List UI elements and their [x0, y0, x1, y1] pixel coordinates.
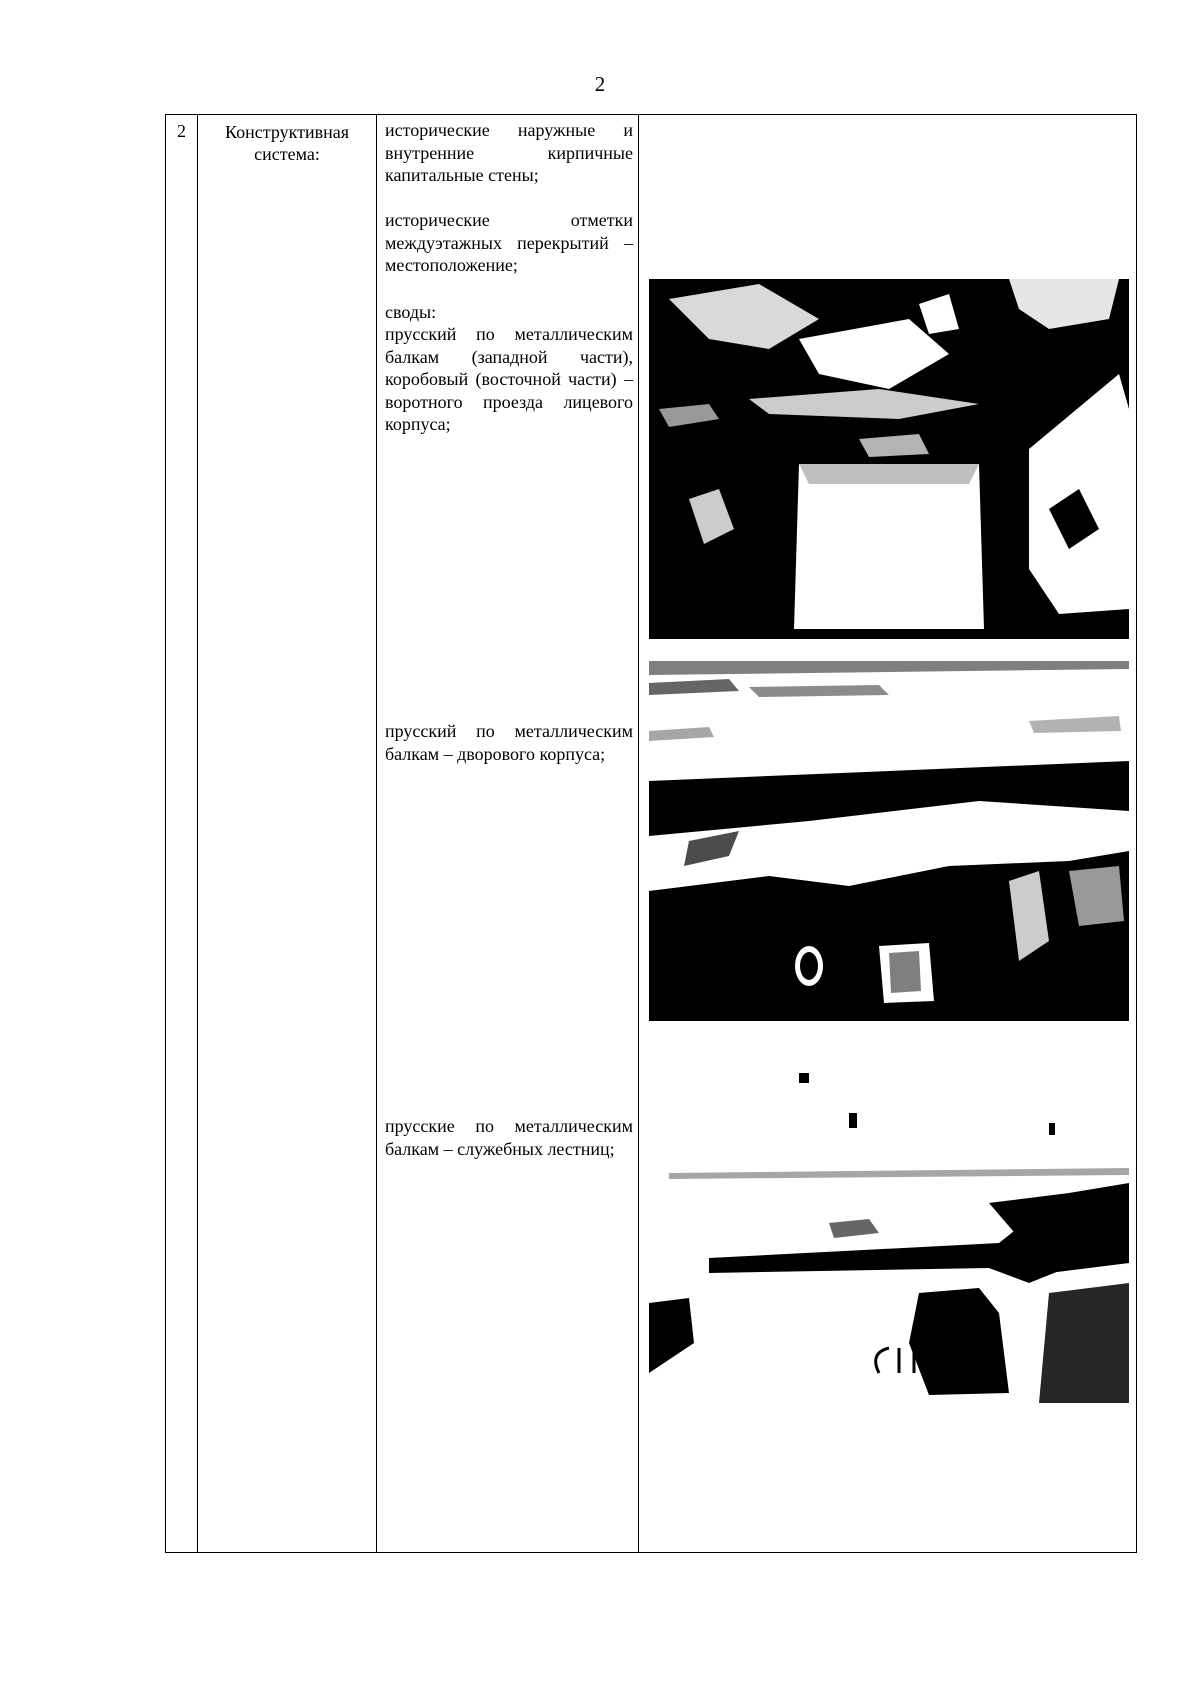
- column-divider: [638, 115, 639, 1552]
- paragraph-walls: исторические наружные и внутренние кирпичные капитальные стены;: [385, 120, 633, 185]
- column-divider: [197, 115, 198, 1552]
- photo-gate-passage-vault: [649, 279, 1129, 639]
- photo-courtyard-vault: [649, 661, 1129, 1021]
- photo-stair-vaults: [649, 1043, 1129, 1403]
- page-number: 2: [594, 72, 606, 96]
- table: [165, 114, 1137, 1553]
- paragraph-courtyard-building: прусский по металлическим балкам – дворового корпуса;: [385, 721, 633, 764]
- row-label: Конструктивная система:: [225, 122, 349, 164]
- paragraph-gate-passage: прусский по металлическим балкам (западной части), коробовый (восточной части) – воротного проезда лицевого корпуса;: [385, 324, 633, 434]
- paragraph-vaults-heading: своды:: [385, 302, 437, 322]
- paragraph-service-stairs: прусские по металлическим балкам – служебных лестниц;: [385, 1116, 633, 1159]
- paragraph-floor-levels: исторические отметки междуэтажных перекрытий – местоположение;: [385, 210, 633, 275]
- column-divider: [376, 115, 377, 1552]
- row-number: 2: [177, 121, 186, 141]
